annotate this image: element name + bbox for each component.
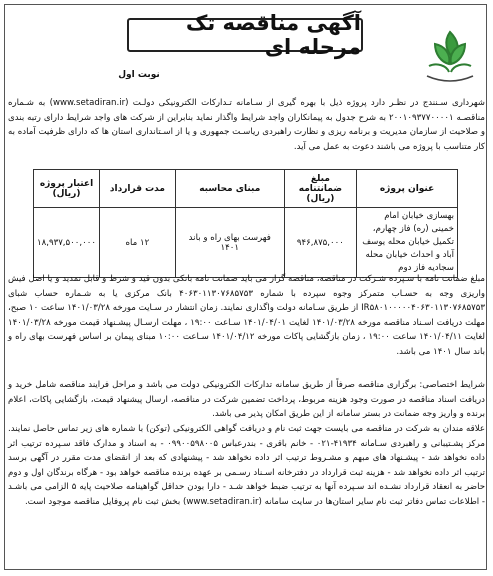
header-budget: اعتبار پروژه (ریال) (34, 170, 100, 208)
municipality-logo-icon (413, 22, 487, 96)
deposit-paragraph: مبلغ ضمانت نامه با سـپرده شـرکت در مناقصه، مناقصه گزار می باید ضمانت نامه بانکی بدون قید و شرط و قابل تمدید و یا اصل فیش واریزی وجه به حسـاب متمرکز وجوه سپرده با شماره ۴۰۶۳۰۱۱۳۰۷۶۸۵۷۵۳ بانک مرکزی یا به شـماره حساب شبای IR۵۸۰۱۰۰۰۰۰۴۰۶۳۰۱۱۳۰۷۶۸۵۷۵۳ از طریق سـامانه دولت واگذاری نمایند. زمان انتشار در سـایت مورخه ۱۴۰۱/۰۳/۲۸ ساعت ۱۰ صبح، مهلت دریافت اسـناد مناقصه مورخه ۱۴۰۱/۰۳/۲۸ لغایت ۱۴۰۱/۰۴/۰۱ سـاعت ۱۹:۰۰ ، مهلت ارسـال پیشـنهاد قیمت مورخه ۱۴۰۱/۰۳/۲۸ لغایت ۱۴۰۱/۰۴/۱۱ ساعت ۱۹:۰۰ ، زمان بازگشایی پاکات مورخه ۱۴۰۱/۰۴/۱۲ سـاعت ۱۰:۰۰ مبنای پیمان بر اساس فهرست بهای راه و باند سال ۱۴۰۱ می باشد. (8, 274, 485, 357)
header-basis: مبنای محاسبه (175, 170, 284, 208)
header-project: عنوان پروژه (357, 170, 458, 208)
cell-basis: فهرست بهای راه و باند ۱۴۰۱ (175, 208, 284, 278)
intro-paragraph: شهرداری سـنندج در نظـر دارد پروژه ذیل با بهره گیری از سـامانه تـدارکات الکترونیکی دولـت (www.setadiran.ir) به شـماره مناقصـه ۲۰۰۱۰۹۳۷۷۰۰۰۰۱ به شرح جدول به پیمانکاران واجد شرایط واگذار نماید بنابراین از شرکت های واجد شرایط دارای رتبه بندی و صلاحیت از سازمان مدیریت و برنامه ریزی و نظارت راهبردی ریاسـت جمهوری و یا از اسـتانداری استان ها که دارای ظرفیت آماده به کار متناسب با پروژه می باشند دعوت به عمل می آید. (8, 98, 486, 152)
cell-duration: ۱۲ ماه (99, 208, 175, 278)
tender-table (33, 169, 458, 278)
cell-budget: ۱۸,۹۳۷,۵۰۰,۰۰۰ (34, 208, 100, 278)
header-duration: مدت قرارداد (99, 170, 175, 208)
table-row (34, 208, 458, 278)
cell-guarantee: ۹۴۶,۸۷۵,۰۰۰ (284, 208, 356, 278)
ad-title: آگهی مناقصه تک مرحله ای (127, 18, 363, 52)
ad-round-label: نوبت اول (118, 70, 160, 80)
municipality-logo (413, 22, 487, 96)
header-guarantee: مبلغ ضمانتنامه (ریال) (284, 170, 356, 208)
contact-paragraph: علاقه مندان به شرکت در مناقصه می بایست جهت ثبت نام و دریافت گواهی الکترونیکی (توکن) با شماره های زیر تماس حاصل نمایند. مرکز پشـتیبانی و راهبردی سـامانه ۴۱۹۳۴-۰۲۱ - خانم باقری - بندرعباس ۰۹۹۰۰۵۹۸۰۰۵ - به اسناد و مدارک فاقد سـپرده ترتیب اثر داده نخواهد شد - پیشـنهاد های مبهم و مشـروط ترتیب اثر داده نخواهد شد - پیشنهادی که بعد از انقضای مدت مقرر در آگهی برسد ترتیب اثر داده نخواهد شد - هزینه ثبت قرارداد در دفترخانه اسـناد رسـمی بر عهده برنده مناقصه خواهد بود - هرگاه برندگان اول و دوم حاضر به انعقاد قرارداد نشـده اند سـپرده آنها به ترتیب ضبط خواهد شـد - دارا بودن حداقل گواهینامه صلاحیت پایه ۵ الزامی می باشـد - اطلاعات تماس دفاتر ثبت نام سایر استان‌ها در سایت سامانه (www.setadiran.ir) بخش ثبت نام پروفایل مناقصه موجود است. (8, 424, 486, 507)
cell-project: بهسازی خیابان امام خمینی (ره) فاز چهارم، تکمیل خیابان محله یوسف آباد و احداث خیابان محله سجادیه فاز دوم (357, 208, 458, 278)
terms-paragraph: شرایط اختصاصی: برگزاری مناقصه صرفاً از طریق سامانه تدارکات الکترونیکی دولت می باشد و مراحل فرایند مناقصه شامل خرید و دریافت اسناد مناقصه در صورت وجود هزینه مربوط، پرداخت تضمین شرکت در مناقصه، ارسال پیشنهاد قیمت، بازگشایی پاکات، اعلام برنده و واریز وجه ضمانت در بستر سامانه از این طریق امکان پذیر می باشد. (8, 380, 485, 420)
table-header-row (34, 170, 458, 208)
